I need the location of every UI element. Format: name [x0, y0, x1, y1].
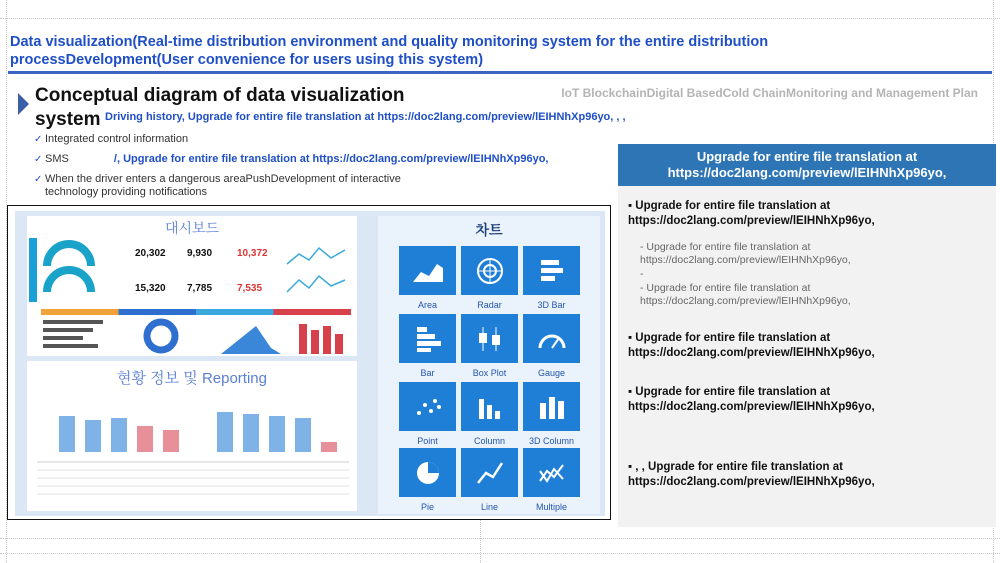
reporting-charts — [37, 396, 349, 508]
chart-tile-radar — [461, 246, 518, 295]
dashboard-canvas — [15, 211, 605, 516]
kpi-value: 7,785 — [187, 283, 213, 294]
bullet-text: SMS — [45, 153, 69, 165]
info-item-text: Upgrade for entire file translation at https://doc2lang.com/preview/lEIHNhXp96yo, — [628, 200, 875, 227]
info-item: ▪ Upgrade for entire file translation at https://doc2lang.com/preview/lEIHNhXp96yo, — [628, 200, 875, 227]
gauge-icon — [537, 326, 567, 352]
dashboard-screenshot — [7, 205, 611, 520]
status-strip — [41, 309, 351, 315]
plan-label: IoT BlockchainDigital BasedCold ChainMonitoring and Management Plan — [561, 86, 978, 100]
bar-chart-icon — [413, 325, 443, 353]
kpi-value: 10,372 — [237, 248, 268, 259]
info-item-text: , , Upgrade for entire file translation at https://doc2lang.com/preview/lEIHNhXp96yo, — [628, 461, 875, 488]
bullet-item — [34, 173, 454, 199]
chart-tile-label: Area — [417, 300, 437, 310]
chart-tile-label: Point — [417, 436, 438, 446]
point-chart-icon — [413, 393, 443, 421]
kpi-value: 15,320 — [135, 283, 166, 294]
chart-tile-label: 3D Bar — [537, 300, 566, 310]
info-panel-body — [618, 186, 996, 527]
info-subitem-text: Upgrade for entire file translation at https://doc2lang.com/preview/lEIHNhXp96yo, — [640, 241, 851, 266]
line-chart-icon — [475, 459, 505, 487]
reporting-title: 현황 정보 및 Reporting — [117, 370, 267, 387]
side-tab — [29, 238, 37, 302]
pie-chart-icon — [414, 459, 442, 487]
line-chart-icon — [285, 240, 349, 300]
radar-chart-icon — [475, 256, 505, 286]
info-item: ▪ Upgrade for entire file translation at https://doc2lang.com/preview/lEIHNhXp96yo, — [628, 332, 875, 359]
chart-tile-point — [399, 382, 456, 431]
checkmark-icon: ✓ — [34, 174, 43, 185]
section-subnote: Driving history, Upgrade for entire file translation at https://doc2lang.com/preview/lEIHNhXp96yo, , , — [105, 111, 626, 123]
info-subitem-empty: - — [640, 268, 644, 280]
bullet-item — [34, 153, 594, 166]
gauge-icon — [41, 240, 101, 298]
info-subitem: - Upgrade for entire file translation at https://doc2lang.com/preview/lEIHNhXp96yo, — [640, 282, 851, 307]
chart-tile-3d-bar — [523, 246, 580, 295]
chart-tile-label: Line — [480, 502, 498, 512]
chart-tile-line — [461, 448, 518, 497]
info-subitem: - Upgrade for entire file translation at https://doc2lang.com/preview/lEIHNhXp96yo, — [640, 241, 851, 266]
info-item-text: Upgrade for entire file translation at https://doc2lang.com/preview/lEIHNhXp96yo, — [628, 332, 875, 359]
chart-tile-label: Multiple — [535, 502, 567, 512]
dashboard-panel — [27, 216, 357, 356]
guide-line — [0, 553, 1000, 554]
chart-tile-label: Gauge — [537, 368, 566, 378]
chart-tile-label: 3D Column — [528, 436, 575, 446]
chart-tile-column — [461, 382, 518, 431]
info-item: ▪ , , Upgrade for entire file translation at https://doc2lang.com/preview/lEIHNhXp96yo, — [628, 461, 875, 488]
section-title: Conceptual diagram of data visualization system — [35, 85, 405, 130]
chart-tile-box-plot — [461, 314, 518, 363]
chart-types-title: 차트 — [475, 222, 503, 238]
kpi-value: 9,930 — [187, 248, 213, 259]
chart-tile-bar — [399, 314, 456, 363]
chart-tile-label: Bar — [420, 368, 435, 378]
kpi-value: 7,535 — [237, 283, 263, 294]
guide-line — [480, 520, 481, 563]
bullet-item — [34, 133, 594, 146]
checkmark-icon: ✓ — [34, 154, 43, 165]
chart-tile-3d-column — [523, 382, 580, 431]
info-panel — [618, 144, 996, 527]
chart-tile-label: Radar — [477, 300, 502, 310]
checkmark-icon: ✓ — [34, 134, 43, 145]
chart-tile-label: Column — [473, 436, 505, 446]
3d-bar-chart-icon — [537, 257, 567, 285]
bullet-list — [34, 133, 594, 206]
column-chart-icon — [475, 393, 505, 421]
section-marker-icon — [18, 93, 29, 115]
chart-tile-label: Pie — [420, 502, 434, 512]
3d-column-chart-icon — [537, 393, 567, 421]
bullet-note: /, Upgrade for entire file translation at https://doc2lang.com/preview/lEIHNhXp96yo, — [113, 153, 549, 165]
box-plot-icon — [475, 325, 505, 353]
mini-charts — [41, 316, 353, 356]
bullet-text: When the driver enters a dangerous areaPushDevelopment of interactive technology providing notifications — [45, 173, 401, 198]
chart-tile-pie — [399, 448, 456, 497]
info-panel-header: Upgrade for entire file translation at https://doc2lang.com/preview/lEIHNhXp96yo, — [618, 144, 996, 186]
page-title: Data visualization(Real-time distribution environment and quality monitoring system for the entire distribution processDevelopment(User convenience for users using this system) — [10, 34, 769, 68]
area-chart-icon — [411, 258, 445, 284]
chart-tile-label: Box Plot — [472, 368, 507, 378]
bullet-text: Integrated control information — [45, 133, 189, 145]
dashboard-title: 대시보드 — [164, 220, 220, 236]
kpi-value: 20,302 — [135, 248, 166, 259]
header-divider — [8, 71, 992, 74]
multiple-chart-icon — [537, 459, 567, 487]
reporting-panel — [27, 361, 357, 511]
info-item-text: Upgrade for entire file translation at https://doc2lang.com/preview/lEIHNhXp96yo, — [628, 386, 875, 413]
chart-tile-multiple — [523, 448, 580, 497]
chart-types-panel — [378, 216, 600, 514]
info-item: ▪ Upgrade for entire file translation at https://doc2lang.com/preview/lEIHNhXp96yo, — [628, 386, 875, 413]
info-subitem-text: Upgrade for entire file translation at https://doc2lang.com/preview/lEIHNhXp96yo, — [640, 282, 851, 307]
chart-tile-area — [399, 246, 456, 295]
chart-tile-gauge — [523, 314, 580, 363]
guide-line — [0, 18, 1000, 19]
guide-line — [0, 538, 1000, 539]
